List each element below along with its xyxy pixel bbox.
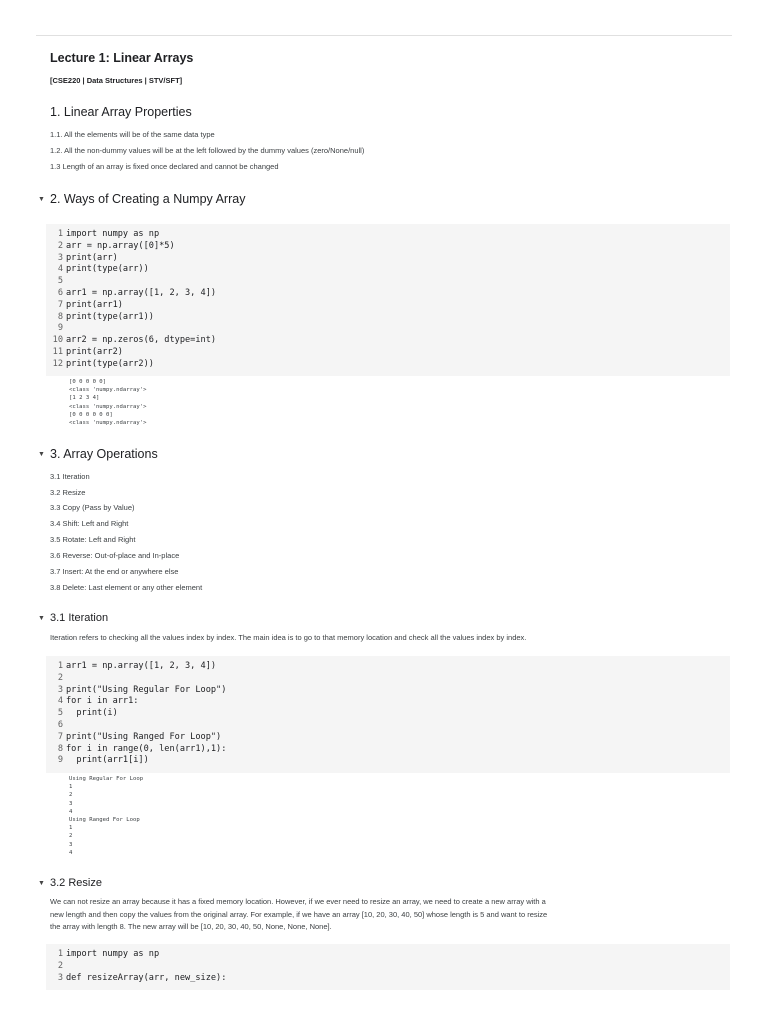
section-3-heading: 3. Array Operations [50,447,158,461]
code-text: arr1 = np.array([1, 2, 3, 4]) [66,661,217,671]
code-line [46,359,730,371]
cell-output [69,378,146,427]
code-text: print(arr1[i]) [66,755,149,766]
code-text: for i in arr1: [66,696,139,707]
output-line: Using Regular For Loop [69,776,144,782]
code-line [46,973,730,985]
output-line: 4 [69,849,73,856]
code-cell[interactable] [46,656,730,773]
course-info: [CSE220 | Data Structures | STV/SFT] [50,76,183,85]
code-line [46,696,730,708]
section-3-2-heading: 3.2 Resize [50,877,102,889]
code-cell[interactable] [46,944,730,990]
code-line [46,288,730,300]
code-text: print(type(arr2)) [66,358,154,369]
output-line: [0 0 0 0 0] [69,379,107,385]
operation-item: 3.1 Iteration [50,472,90,481]
code-text: for i in range(0, len(arr1),1): [66,743,227,754]
operation-item: 3.3 Copy (Pass by Value) [50,503,135,512]
code-text: arr = np.array([0]*5) [66,240,175,251]
code-text: import numpy as np [66,949,160,959]
property-item: 1.3 Length of an array is fixed once declared and cannot be changed [50,162,279,171]
code-line [46,732,730,744]
operation-item: 3.7 Insert: At the end or anywhere else [50,567,179,576]
line-number: 6 [57,287,63,298]
output-line: Using Ranged For Loop [69,817,140,824]
line-number: 12 [52,358,63,369]
code-text: arr2 = np.zeros(6, dtype=int) [66,335,217,346]
line-number: 1 [57,229,63,239]
code-text: arr1 = np.array([1, 2, 3, 4]) [66,287,217,298]
line-number: 5 [57,276,63,287]
line-number: 1 [57,949,63,959]
page-title: Lecture 1: Linear Arrays [50,51,194,65]
code-line [46,685,730,697]
collapse-section-3-icon[interactable]: ▼ [38,451,45,458]
code-text: import numpy as np [66,229,160,239]
line-number: 7 [57,731,63,742]
code-text: print("Using Regular For Loop") [66,684,227,695]
operation-item: 3.5 Rotate: Left and Right [50,535,136,544]
line-number: 11 [52,346,63,357]
output-line: 4 [69,808,73,815]
line-number: 3 [57,684,63,695]
line-number: 10 [52,335,63,346]
code-line [46,347,730,359]
code-line [46,300,730,312]
collapse-section-3-1-icon[interactable]: ▼ [38,615,45,622]
code-line [46,253,730,265]
operation-item: 3.8 Delete: Last element or any other element [50,583,203,592]
code-line [46,755,730,767]
code-text: print(i) [66,708,118,719]
code-line [46,335,730,347]
property-item: 1.1. All the elements will be of the same data type [50,130,215,139]
line-number: 4 [57,264,63,275]
code-line [46,720,730,732]
code-text: print(arr) [66,252,118,263]
line-number: 2 [57,960,63,971]
code-line [46,661,730,673]
property-item: 1.2. All the non-dummy values will be at the left followed by the dummy values (zero/None/null) [50,146,365,155]
line-number: 8 [57,743,63,754]
line-number: 9 [57,323,63,334]
line-number: 6 [57,719,63,730]
code-text: print(arr2) [66,346,123,357]
code-text: print(type(arr)) [66,264,149,275]
line-number: 9 [57,755,63,766]
code-line [46,323,730,335]
code-line [46,961,730,973]
line-number: 1 [57,661,63,671]
code-line [46,229,730,241]
resize-description: We can not resize an array because it has a fixed memory location. However, if we ever need to resize an array, we need to create a new array with a new length and then copy the values from the original array. For example, if we have an array [10, 20, 30, 40, 50] whose length is 5 and want to resize the array with length 8. The new array will be [10, 20, 30, 40, 50, None, None, None]. [50,897,548,931]
output-line: 3 [69,800,73,807]
code-line [46,673,730,685]
code-text: def resizeArray(arr, new_size): [66,972,227,983]
line-number: 2 [57,672,63,683]
collapse-section-3-2-icon[interactable]: ▼ [38,880,45,887]
code-line [46,708,730,720]
top-divider [36,35,732,36]
operation-item: 3.6 Reverse: Out-of-place and In-place [50,551,180,560]
output-line: 2 [69,792,73,799]
output-line: 1 [69,784,73,791]
code-line [46,312,730,324]
output-line: <class 'numpy.ndarray'> [69,387,147,394]
cell-output [69,775,143,857]
output-line: 2 [69,833,73,840]
iteration-description: Iteration refers to checking all the values index by index. The main idea is to go to that memory location and check all the values index by index. [50,633,527,642]
section-2-heading: 2. Ways of Creating a Numpy Array [50,192,246,206]
code-line [46,949,730,961]
output-line: <class 'numpy.ndarray'> [69,420,147,427]
code-text: print(type(arr1)) [66,311,154,322]
output-line: 3 [69,841,73,848]
code-line [46,276,730,288]
code-line [46,264,730,276]
line-number: 4 [57,696,63,707]
line-number: 2 [57,240,63,251]
section-3-1-heading: 3.1 Iteration [50,612,109,624]
line-number: 8 [57,311,63,322]
collapse-section-2-icon[interactable]: ▼ [38,196,45,203]
operation-item: 3.2 Resize [50,488,86,497]
code-line [46,744,730,756]
line-number: 7 [57,299,63,310]
section-1-heading: 1. Linear Array Properties [50,105,192,119]
output-line: [1 2 3 4] [69,395,100,402]
code-text: print("Using Ranged For Loop") [66,731,222,742]
line-number: 3 [57,972,63,983]
output-line: <class 'numpy.ndarray'> [69,403,147,410]
code-cell[interactable] [46,224,730,376]
code-line [46,241,730,253]
code-text: print(arr1) [66,299,123,310]
operation-item: 3.4 Shift: Left and Right [50,519,129,528]
line-number: 3 [57,252,63,263]
output-line: 1 [69,825,73,832]
line-number: 5 [57,708,63,719]
output-line: [0 0 0 0 0 0] [69,411,113,418]
